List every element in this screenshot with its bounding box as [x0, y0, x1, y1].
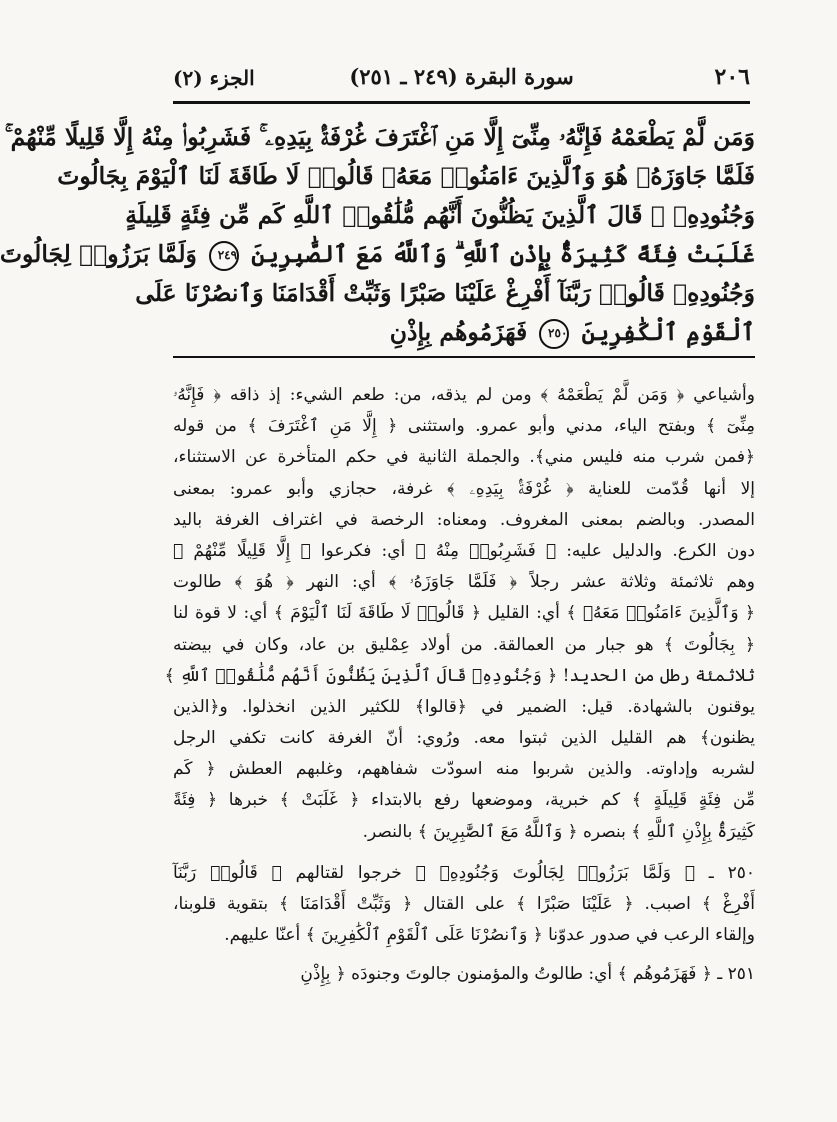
tafsir-line: مِّن فِئَةٍ قَلِيلَةٍ ﴾ كم خبرية، وموضعها رفع بالابتداء ﴿ غَلَبَتْ ﴾ خبرها ﴿ فِئَةً — [173, 790, 755, 811]
page-header — [173, 58, 750, 104]
quran-line: وَجُنُودِهِۦ ۚ قَالَ ٱلَّذِينَ يَظُنُّونَ أَنَّهُم مُّلَٰقُوا۟ ٱللَّهِ كَم مِّن فِئَةٍ قَلِيلَةٍ — [125, 201, 755, 229]
tafsir-line: إلا أنها قُدّمت للعناية ﴿ غُرْفَةًۢ بِيَدِهِۦ ﴾ غرفة، حجازي وأبو عمرو: بمعنى — [173, 478, 755, 499]
tafsir-line: المصدر. وبالضم بمعنى المغروف. ومعناه: الرخصة في اغتراف الغرفة باليد — [173, 509, 755, 530]
tafsir-line: يوقنون بالشهادة. قيل: الضمير في ﴿قالوا﴾ للكثير الذين انخذلوا. و﴿الذين — [173, 696, 755, 717]
tafsir-line: دون الكرع. والدليل عليه: ﴿ فَشَرِبُوا۟ مِنْهُ ﴾ أي: فكرعوا ﴿ إِلَّا قَلِيلًا مِّنْهُمْ ﴾ — [173, 540, 755, 561]
juz-label: الجزء (٢) — [173, 66, 255, 90]
surah-title: سورة البقرة (٢٤٩ ـ ٢٥١) — [349, 64, 574, 89]
tafsir-line: ثلاثمئة رطل من الحديد! ﴿ وَجُنُودِهِۦ قَالَ ٱلَّذِينَ يَظُنُّونَ أَنَّهُم مُّلَٰقُوا۟ ٱللَّهِ ﴾ — [164, 665, 755, 686]
tafsir-line: مِنِّىٓ ﴾ وبفتح الياء، مدني وأبو عمرو. واستثنى ﴿ إِلَّا مَنِ ٱغْتَرَفَ ﴾ من قوله — [173, 416, 755, 437]
section-divider — [173, 356, 755, 358]
quran-line: غَلَبَتْ فِئَةً كَثِيرَةًۢ بِإِذْنِ ٱللَّهِ ۗ وَٱللَّهُ مَعَ ٱلصَّٰبِرِينَ ٢٤٩ وَلَمَّا بَرَزُوا۟ لِجَالُوتَ — [173, 235, 755, 274]
tafsir-text-block — [164, 380, 755, 991]
header-rule — [173, 101, 750, 104]
page-number: ٢٠٦ — [714, 64, 750, 90]
tafsir-line: لشربه وإداوته. والذين شربوا منه اسودّت شفاههم، وغلبهم العطش ﴿ كَم — [173, 759, 755, 780]
quran-text-block — [0, 118, 755, 352]
tafsir-line: كَثِيرَةًۢ بِإِذْنِ ٱللَّهِ ﴾ بنصره ﴿ وَٱللَّهُ مَعَ ٱلصَّٰبِرِينَ ﴾ بالنصر. — [362, 821, 755, 842]
tafsir-line: ﴿ بِجَالُوتَ ﴾ هو جبار من العمالقة. من أولاد عِمْليق بن عاد، وكان في بيضته — [173, 634, 755, 655]
tafsir-line: وإلقاء الرعب في صدور عدوّنا ﴿ وَٱنصُرْنَا عَلَى ٱلْقَوْمِ ٱلْكَٰفِرِينَ ﴾ أعنّا عليهم. — [224, 925, 755, 946]
ayah-number-marker: ٢٥٠ — [539, 319, 569, 349]
tafsir-line: ﴿فمن شرب منه فليس مني﴾. والجملة الثانية في حكم المتأخرة عن الاستثناء، — [173, 447, 755, 468]
tafsir-line: وأشياعي ﴿ وَمَن لَّمْ يَطْعَمْهُ ﴾ ومن لم يذقه، من: طعم الشيء: إذ ذاقه ﴿ فَإِنَّهُۥ — [173, 385, 755, 405]
tafsir-line: أَفْرِغْ ﴾ اصبب. ﴿ عَلَيْنَا صَبْرًا ﴾ على القتال ﴿ وَثَبِّتْ أَقْدَامَنَا ﴾ بتقوية قلوبنا، — [173, 894, 755, 914]
quran-line: ٱلْقَوْمِ ٱلْكَٰفِرِينَ ٢٥٠ فَهَزَمُوهُم بِإِذْنِ — [173, 313, 755, 352]
verse-250-commentary: ٢٥٠ ـ ﴿ وَلَمَّا بَرَزُوا۟ لِجَالُوتَ وَجُنُودِهِۦ ﴾ خرجوا لقتالهم ﴿ قَالُوا۟ رَبَّنَآ — [173, 862, 755, 883]
tafsir-line: ﴿ وَٱلَّذِينَ ءَامَنُوا۟ مَعَهُۥ ﴾ أي: القليل ﴿ قَالُوا۟ لَا طَاقَةَ لَنَا ٱلْيَوْمَ ﴾ أي: لا قوة لنا — [173, 603, 755, 624]
ayah-number-marker: ٢٤٩ — [209, 241, 239, 271]
verse-251-commentary: ٢٥١ ـ ﴿ فَهَزَمُوهُم ﴾ أي: طالوتُ والمؤمنون جالوتَ وجنودَه ﴿ بِإِذْنِ — [300, 964, 755, 985]
tafsir-line: يظنون﴾ هم القليل الذين ثبتوا معه. ورُوي: أنّ الغرفة كانت تكفي الرجل — [173, 728, 755, 749]
tafsir-line: وهم ثلاثمئة وثلاثة عشر رجلاً ﴿ فَلَمَّا جَاوَزَهُۥ ﴾ أي: النهر ﴿ هُوَ ﴾ طالوت — [173, 572, 755, 593]
quran-line: وَجُنُودِهِۦ قَالُوا۟ رَبَّنَآ أَفْرِغْ عَلَيْنَا صَبْرًا وَثَبِّتْ أَقْدَامَنَا وَٱنصُرْنَا عَلَى — [135, 279, 755, 307]
quran-line: وَمَن لَّمْ يَطْعَمْهُ فَإِنَّهُۥ مِنِّىٓ إِلَّا مَنِ ٱغْتَرَفَ غُرْفَةًۢ بِيَدِهِۦ ۚ فَشَرِبُوا۟ مِنْهُ إِلَّا قَلِيلًا مِّنْهُمْ ۚ — [4, 123, 755, 151]
quran-line: فَلَمَّا جَاوَزَهُۥ هُوَ وَٱلَّذِينَ ءَامَنُوا۟ مَعَهُۥ قَالُوا۟ لَا طَاقَةَ لَنَا ٱلْيَوْمَ بِجَالُوتَ — [57, 162, 755, 190]
